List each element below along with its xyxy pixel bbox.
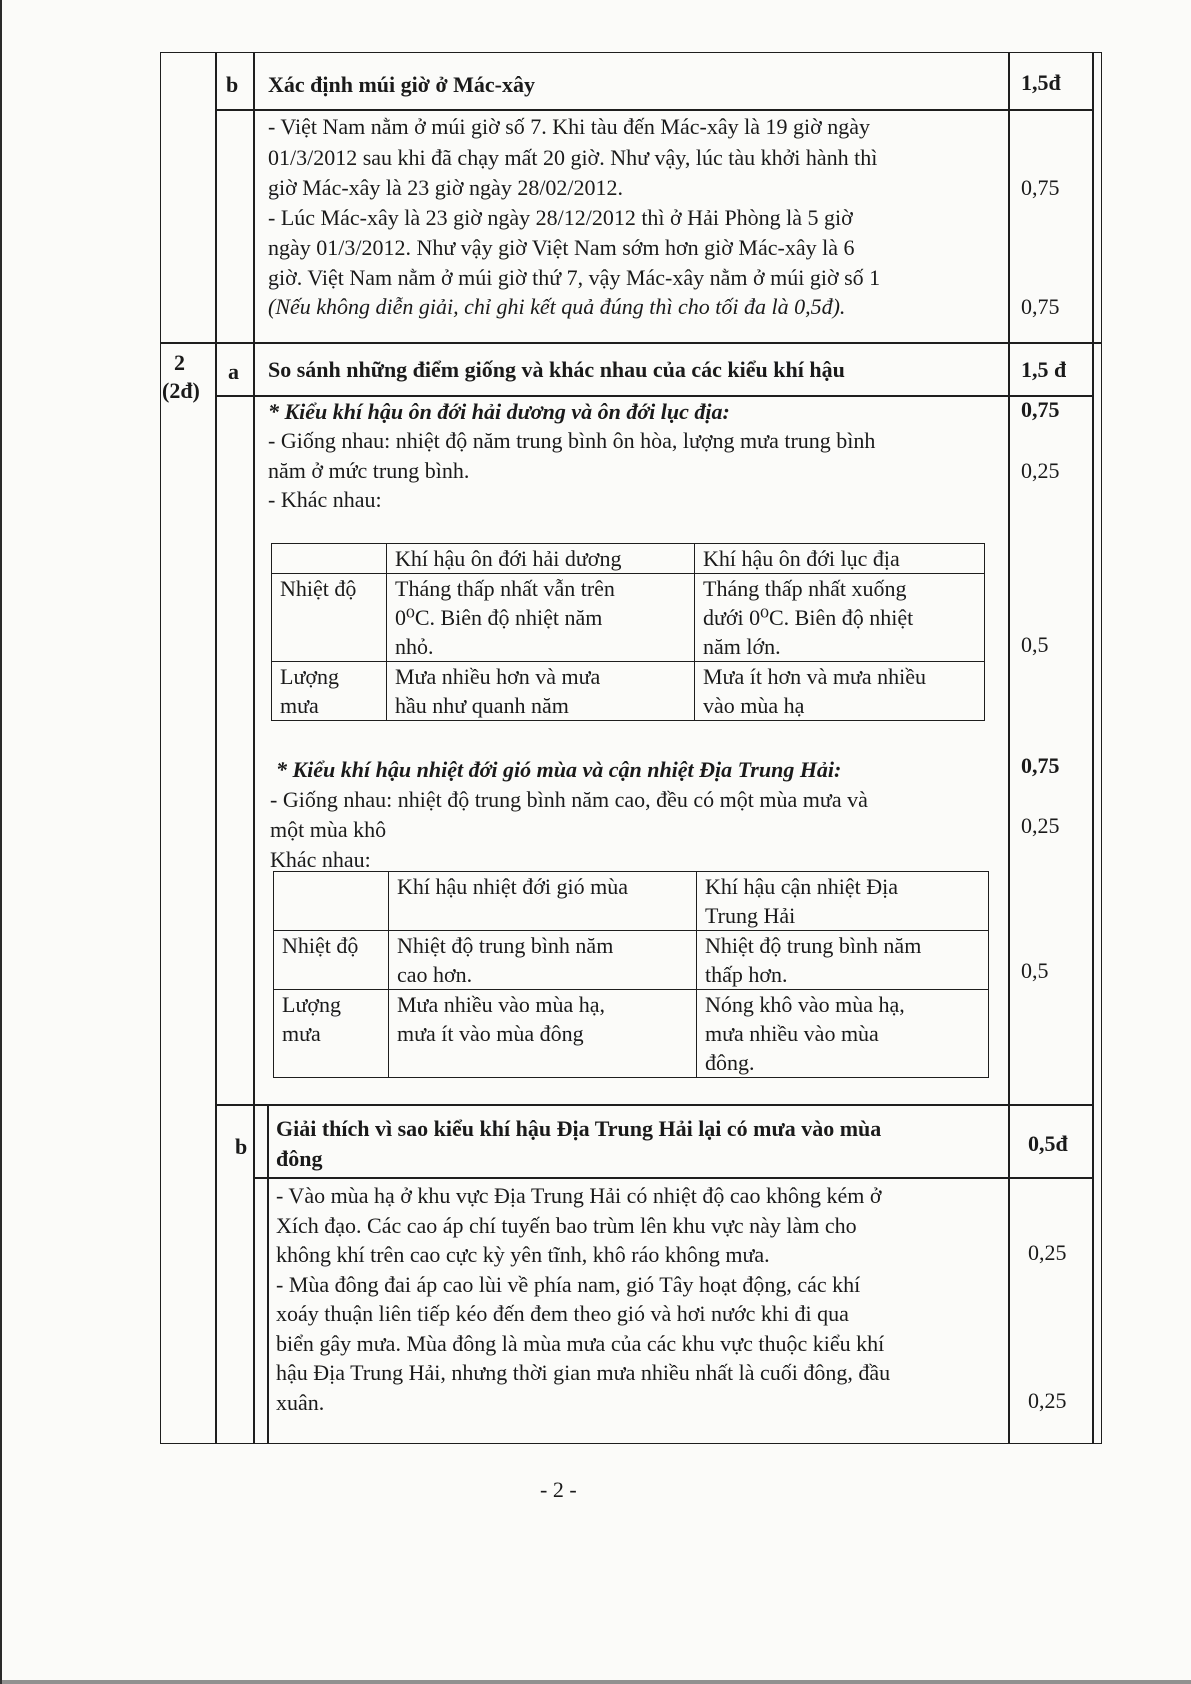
comparison-table-tropical xyxy=(273,871,989,1078)
q2a-part2-same-score: 0,25 xyxy=(1021,813,1060,838)
q2b-line-7: hậu Địa Trung Hải, nhưng thời gian mưa nhiều nhất là cuối đông, đầu xyxy=(276,1360,891,1385)
q2-number: 2 xyxy=(174,350,185,375)
q2b-score-2: 0,25 xyxy=(1028,1388,1067,1413)
table-row xyxy=(272,544,985,574)
q1b-line-6: giờ. Việt Nam nằm ở múi giờ thứ 7, vậy Mác-xây nằm ở múi giờ số 1 xyxy=(268,265,881,290)
q2a-part2-heading-score: 0,75 xyxy=(1021,753,1060,778)
table-header-cell xyxy=(274,872,389,931)
q2b-score-1: 0,25 xyxy=(1028,1240,1067,1265)
q1b-line-5: ngày 01/3/2012. Như vậy giờ Việt Nam sớm hơn giờ Mác-xây là 6 xyxy=(268,235,855,260)
table-row xyxy=(272,662,985,721)
q2b-title-2: đông xyxy=(276,1146,323,1171)
table-cell: Lượng mưa xyxy=(272,662,387,721)
q1b-score-2: 0,75 xyxy=(1021,294,1060,319)
q2a-part2-same-2: một mùa khô xyxy=(270,817,387,842)
q2-points: (2đ) xyxy=(162,378,200,403)
q1b-line-1: - Việt Nam nằm ở múi giờ số 7. Khi tàu đến Mác-xây là 19 giờ ngày xyxy=(268,114,871,139)
page-left-edge xyxy=(0,0,2,1684)
q2b-line-8: xuân. xyxy=(276,1390,325,1415)
table-cell: Tháng thấp nhất vẫn trên 0⁰C. Biên độ nhiệt năm nhỏ. xyxy=(387,574,695,662)
table-cell: Mưa nhiều hơn và mưa hầu như quanh năm xyxy=(387,662,695,721)
table-header-cell xyxy=(272,544,387,574)
q2a-part1-diff: - Khác nhau: xyxy=(268,487,382,512)
q2b-line-5: xoáy thuận liên tiếp kéo đến đem theo gió và hơi nước khi đi qua xyxy=(276,1301,849,1326)
q2a-part1-heading: * Kiểu khí hậu ôn đới hải dương và ôn đới lục địa: xyxy=(268,399,730,424)
q2a-part-label: a xyxy=(228,359,239,384)
table-cell: Tháng thấp nhất xuống dưới 0⁰C. Biên độ nhiệt năm lớn. xyxy=(695,574,985,662)
q2a-part2-same-1: - Giống nhau: nhiệt độ trung bình năm cao, đều có một mùa mưa và xyxy=(270,787,868,812)
table-cell: Mưa nhiều vào mùa hạ, mưa ít vào mùa đông xyxy=(389,990,697,1078)
q2b-score: 0,5đ xyxy=(1028,1131,1068,1156)
table-cell: Mưa ít hơn và mưa nhiều vào mùa hạ xyxy=(695,662,985,721)
table-cell: Nhiệt độ xyxy=(272,574,387,662)
table-row xyxy=(274,990,989,1078)
q2a-part2-table-score: 0,5 xyxy=(1021,958,1049,983)
q2a-score: 1,5 đ xyxy=(1021,357,1067,382)
table-header-cell: Khí hậu ôn đới lục địa xyxy=(695,544,985,574)
comparison-table-temperate xyxy=(271,543,985,721)
col-divider-score xyxy=(1008,52,1010,1444)
q2b-line-1: - Vào mùa hạ ở khu vực Địa Trung Hải có nhiệt độ cao không kém ở xyxy=(276,1183,882,1208)
q2a-part1-same-1: - Giống nhau: nhiệt độ năm trung bình ôn hòa, lượng mưa trung bình xyxy=(268,428,876,453)
table-row xyxy=(274,931,989,990)
table-row xyxy=(272,574,985,662)
q1b-title: Xác định múi giờ ở Mác-xây xyxy=(268,72,535,97)
row-divider-q2b xyxy=(215,1104,1092,1106)
table-cell: Lượng mưa xyxy=(274,990,389,1078)
q2a-part1-same-2: năm ở mức trung bình. xyxy=(268,458,470,483)
q2b-line-3: không khí trên cao cực kỳ yên tĩnh, khô ráo không mưa. xyxy=(276,1242,770,1267)
q1b-line-3: giờ Mác-xây là 23 giờ ngày 28/02/2012. xyxy=(268,175,624,200)
q2a-part2-heading: * Kiểu khí hậu nhiệt đới gió mùa và cận nhiệt Địa Trung Hải: xyxy=(276,757,842,782)
q2b-line-6: biển gây mưa. Mùa đông là mùa mưa của các khu vực thuộc kiểu khí xyxy=(276,1331,885,1356)
table-cell: Nóng khô vào mùa hạ, mưa nhiều vào mùa đông. xyxy=(697,990,989,1078)
q2b-title-1: Giải thích vì sao kiểu khí hậu Địa Trung Hải lại có mưa vào mùa xyxy=(276,1116,882,1141)
q1b-note: (Nếu không diễn giải, chỉ ghi kết quả đúng thì cho tối đa là 0,5đ). xyxy=(268,294,846,319)
inner-divider-b xyxy=(267,1106,269,1444)
q1b-part-label: b xyxy=(226,72,239,97)
table-header-cell: Khí hậu nhiệt đới gió mùa xyxy=(389,872,697,931)
q2a-part1-table-score: 0,5 xyxy=(1021,632,1049,657)
q2a-title: So sánh những điểm giống và khác nhau của các kiểu khí hậu xyxy=(268,357,845,382)
col-divider-question xyxy=(215,52,217,1444)
q1b-score-1: 0,75 xyxy=(1021,175,1060,200)
q2a-part1-heading-score: 0,75 xyxy=(1021,397,1060,422)
col-divider-score-right xyxy=(1092,52,1094,1444)
page-bottom-edge xyxy=(0,1680,1191,1684)
row-divider-q2 xyxy=(160,342,1102,344)
q2b-line-4: - Mùa đông đai áp cao lùi về phía nam, gió Tây hoạt động, các khí xyxy=(276,1272,861,1297)
q2b-part-label: b xyxy=(235,1134,248,1159)
table-header-cell: Khí hậu ôn đới hải dương xyxy=(387,544,695,574)
table-header-cell: Khí hậu cận nhiệt Địa Trung Hải xyxy=(697,872,989,931)
q1b-line-2: 01/3/2012 sau khi đã chạy mất 20 giờ. Như vậy, lúc tàu khởi hành thì xyxy=(268,145,878,170)
table-cell: Nhiệt độ xyxy=(274,931,389,990)
row-divider-q1b-head xyxy=(215,109,1092,111)
table-cell: Nhiệt độ trung bình năm cao hơn. xyxy=(389,931,697,990)
q2b-line-2: Xích đạo. Các cao áp chí tuyến bao trùm lên khu vực này làm cho xyxy=(276,1213,857,1238)
q1b-score: 1,5đ xyxy=(1021,70,1061,95)
q2a-part1-same-score: 0,25 xyxy=(1021,458,1060,483)
page-number: - 2 - xyxy=(540,1477,577,1502)
row-divider-q2b-head xyxy=(253,1177,1092,1179)
table-cell: Nhiệt độ trung bình năm thấp hơn. xyxy=(697,931,989,990)
q2a-part2-diff: Khác nhau: xyxy=(270,847,371,872)
table-row xyxy=(274,872,989,931)
q1b-line-4: - Lúc Mác-xây là 23 giờ ngày 28/12/2012 thì ở Hải Phòng là 5 giờ xyxy=(268,205,853,230)
col-divider-part xyxy=(253,52,255,1444)
